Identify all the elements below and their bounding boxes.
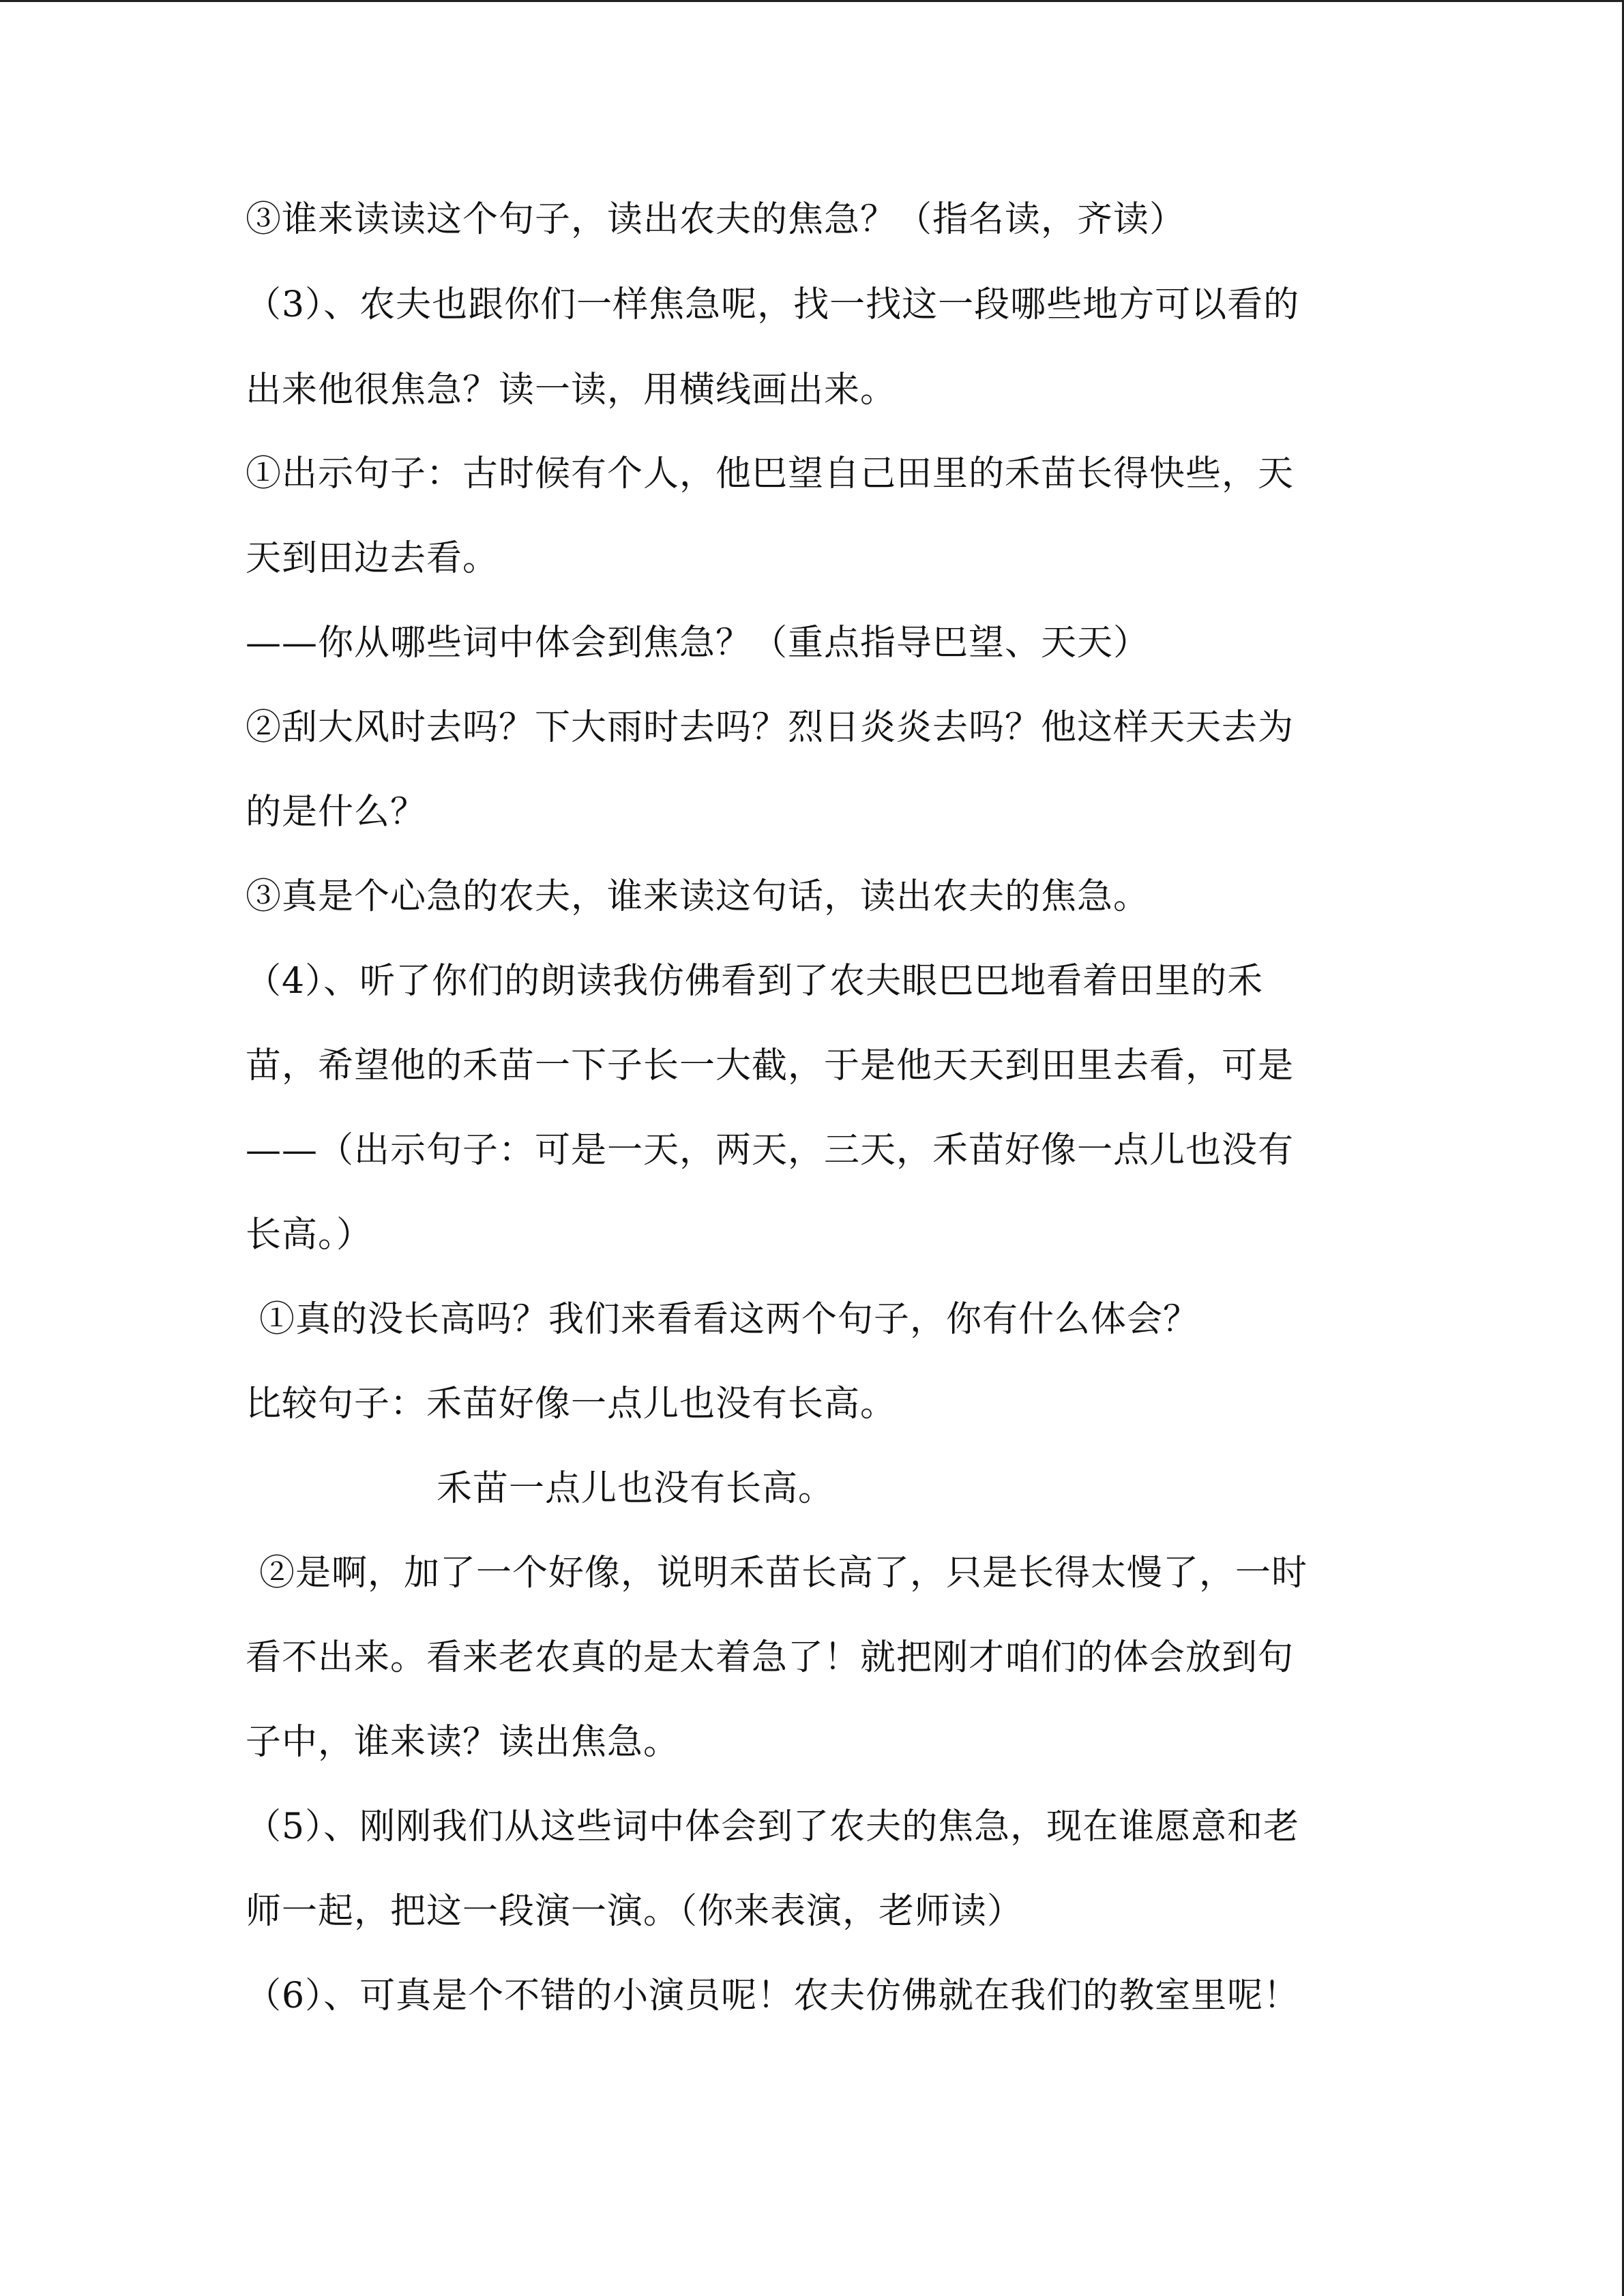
text-line-8: 的是什么？: [246, 792, 427, 833]
text-line-3: 出来他很焦急？读一读，用横线画出来。: [246, 370, 897, 411]
text-line-18: 看不出来。看来老农真的是太着急了！就把刚才咱们的体会放到句: [246, 1637, 1295, 1678]
text-line-5: 天到田边去看。: [246, 538, 499, 579]
text-line-6: ——你从哪些词中体会到焦急？（重点指导巴望、天天）: [246, 623, 1150, 664]
text-line-19: 子中，谁来读？读出焦急。: [246, 1722, 680, 1763]
text-line-21: 师一起，把这一段演一演。（你来表演，老师读）: [246, 1891, 1024, 1932]
text-line-20: （5）、刚刚我们从这些词中体会到了农夫的焦急，现在谁愿意和老: [246, 1806, 1300, 1847]
text-line-22: （6）、可真是个不错的小演员呢！农夫仿佛就在我们的教室里呢！: [246, 1976, 1300, 2016]
text-line-15: 比较句子：禾苗好像一点儿也没有长高。: [246, 1384, 897, 1425]
text-line-12: ——（出示句子：可是一天，两天，三天，禾苗好像一点儿也没有: [246, 1130, 1295, 1171]
text-line-1: ③谁来读读这个句子，读出农夫的焦急？（指名读，齐读）: [246, 199, 1186, 240]
text-line-10: （4）、听了你们的朗读我仿佛看到了农夫眼巴巴地看着田里的禾: [246, 961, 1264, 1002]
text-line-2: （3）、农夫也跟你们一样焦急呢，找一找这一段哪些地方可以看的: [246, 284, 1300, 325]
text-line-7: ②刮大风时去吗？下大雨时去吗？烈日炎炎去吗？他这样天天去为: [246, 707, 1295, 748]
text-line-4: ①出示句子：古时候有个人，他巴望自己田里的禾苗长得快些，天: [246, 453, 1295, 494]
text-line-16: 禾苗一点儿也没有长高。: [437, 1468, 835, 1509]
text-line-13: 长高。）: [246, 1214, 373, 1255]
text-line-14: ①真的没长高吗？我们来看看这两个句子，你有什么体会？: [259, 1299, 1200, 1340]
text-line-9: ③真是个心急的农夫，谁来读这句话，读出农夫的焦急。: [246, 876, 1150, 917]
text-line-11: 苗，希望他的禾苗一下子长一大截，于是他天天到田里去看，可是: [246, 1045, 1295, 1086]
text-line-17: ②是啊，加了一个好像，说明禾苗长高了，只是长得太慢了，一时: [259, 1553, 1308, 1594]
